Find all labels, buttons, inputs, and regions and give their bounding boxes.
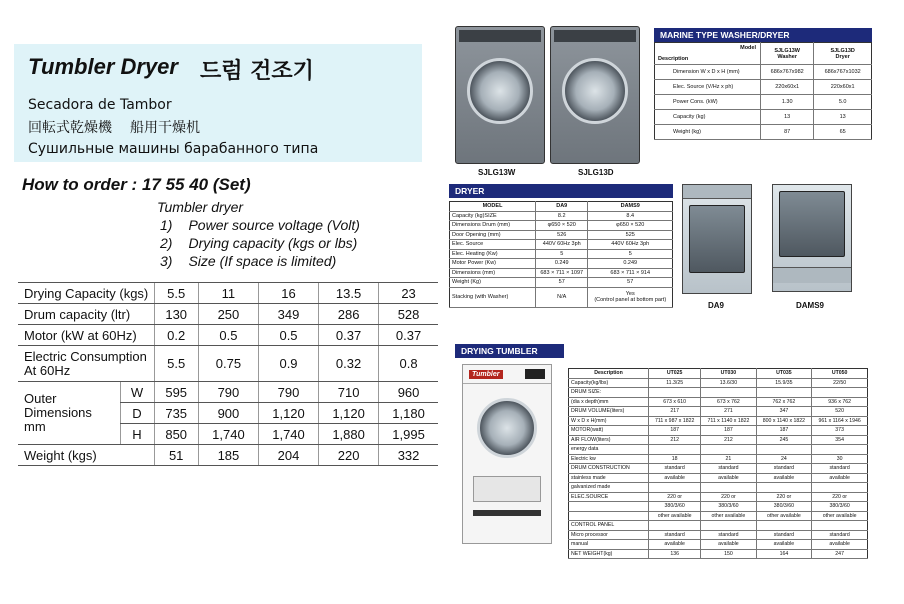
table-row xyxy=(569,511,868,521)
table-row xyxy=(450,221,673,231)
table-cell: UT035 xyxy=(756,369,812,379)
table-cell: 130 xyxy=(154,304,198,325)
table-cell: (dia x depth)mm xyxy=(569,397,649,407)
table-cell: 13 xyxy=(814,110,872,125)
table-cell: 247 xyxy=(812,549,868,559)
table-cell xyxy=(756,483,812,493)
table-cell: 15.9/35 xyxy=(756,378,812,388)
tumbler-brand: Tumbler xyxy=(469,370,503,379)
table-cell: DRUM SIZE: xyxy=(569,388,649,398)
table-cell: energy data xyxy=(569,445,649,455)
table-cell: 65 xyxy=(814,125,872,140)
table-cell: 220 or xyxy=(649,492,701,502)
tumbler-table xyxy=(568,368,868,559)
table-cell: other available xyxy=(649,511,701,521)
table-cell: ELEC.SOURCE xyxy=(569,492,649,502)
table-row xyxy=(569,492,868,502)
table-cell: Yes (Control panel at bottom part) xyxy=(588,287,673,307)
table-cell: 520 xyxy=(812,407,868,417)
dryer-table xyxy=(449,201,673,308)
table-cell: 30 xyxy=(812,454,868,464)
table-cell xyxy=(756,445,812,455)
table-cell: 0.32 xyxy=(319,346,379,382)
table-row xyxy=(450,268,673,278)
table-cell: 24 xyxy=(756,454,812,464)
table-cell: Power Cons. (kW) xyxy=(655,95,761,110)
table-cell: Dimension W x D x H (mm) xyxy=(655,65,761,80)
table-cell: Elec. Heating (Kw) xyxy=(450,249,536,259)
table-cell: Weight (kg) xyxy=(655,125,761,140)
marine-table-block xyxy=(654,28,872,140)
table-cell: Dimensions Drum (mm) xyxy=(450,221,536,231)
table-cell: 0.75 xyxy=(198,346,258,382)
table-cell: 5.5 xyxy=(154,283,198,304)
table-cell: 8.4 xyxy=(588,211,673,221)
marine-heading: MARINE TYPE WASHER/DRYER xyxy=(654,28,872,42)
table-cell: 347 xyxy=(756,407,812,417)
da9-label: DA9 xyxy=(708,301,725,310)
table-row xyxy=(450,202,673,212)
table-cell: 0.249 xyxy=(536,259,588,269)
table-cell: standard xyxy=(701,530,756,540)
table-cell: 380/3/60 xyxy=(812,502,868,512)
table-cell: 0.37 xyxy=(379,325,438,346)
subtitle-spanish: Secadora de Tambor xyxy=(28,97,172,113)
row-drying-capacity xyxy=(18,283,438,304)
table-cell: 960 xyxy=(379,382,438,403)
table-cell: 850 xyxy=(154,424,198,445)
da9-image xyxy=(682,184,752,294)
table-cell: Dimensions (mm) xyxy=(450,268,536,278)
table-cell: standard xyxy=(812,464,868,474)
table-cell: standard xyxy=(756,530,812,540)
table-row xyxy=(655,80,872,95)
table-row xyxy=(569,473,868,483)
table-cell: 187 xyxy=(701,426,756,436)
table-row xyxy=(655,65,872,80)
table-row xyxy=(569,540,868,550)
table-cell: Description xyxy=(569,369,649,379)
table-row xyxy=(569,397,868,407)
table-cell: 187 xyxy=(756,426,812,436)
table-cell: 1,120 xyxy=(319,403,379,424)
title-box xyxy=(14,44,422,162)
table-cell: Model Description xyxy=(655,43,761,65)
table-cell: 440V 60Hz 3ph xyxy=(536,240,588,250)
table-cell: 1,740 xyxy=(198,424,258,445)
table-cell: W xyxy=(120,382,154,403)
page-title xyxy=(28,54,408,85)
table-cell: 220 xyxy=(319,445,379,466)
table-cell: 790 xyxy=(258,382,318,403)
table-cell xyxy=(569,511,649,521)
table-row xyxy=(655,125,872,140)
table-row xyxy=(655,43,872,65)
table-cell: 13.5 xyxy=(319,283,379,304)
table-row xyxy=(450,287,673,307)
table-cell: standard xyxy=(756,464,812,474)
table-cell: 1,740 xyxy=(258,424,318,445)
table-row xyxy=(569,445,868,455)
table-cell: Drum capacity (ltr) xyxy=(18,304,154,325)
order-heading: How to order : 17 55 40 (Set) xyxy=(22,175,251,194)
table-cell: N/A xyxy=(536,287,588,307)
table-row xyxy=(569,483,868,493)
table-cell: 686x767x982 xyxy=(761,65,814,80)
table-cell: 0.8 xyxy=(379,346,438,382)
table-cell: 21 xyxy=(701,454,756,464)
table-cell: available xyxy=(649,540,701,550)
table-cell: Weight (Kg) xyxy=(450,278,536,288)
table-cell: 150 xyxy=(701,549,756,559)
table-cell: Weight (kgs) xyxy=(18,445,154,466)
table-row xyxy=(569,549,868,559)
table-cell: 11 xyxy=(198,283,258,304)
table-cell xyxy=(701,521,756,531)
table-cell: available xyxy=(649,473,701,483)
table-cell: standard xyxy=(812,530,868,540)
table-cell: 16 xyxy=(258,283,318,304)
table-cell: 673 x 762 xyxy=(701,397,756,407)
table-cell: 204 xyxy=(258,445,318,466)
table-cell: 187 xyxy=(649,426,701,436)
row-electric-consumption xyxy=(18,346,438,382)
table-cell: UT025 xyxy=(649,369,701,379)
table-cell: 373 xyxy=(812,426,868,436)
table-cell: available xyxy=(701,473,756,483)
table-cell: DRUM CONSTRUCTION xyxy=(569,464,649,474)
table-cell xyxy=(812,521,868,531)
table-cell: 380/3/60 xyxy=(649,502,701,512)
table-cell: 354 xyxy=(812,435,868,445)
table-cell: 212 xyxy=(701,435,756,445)
table-row xyxy=(569,407,868,417)
dams9-image xyxy=(772,184,852,292)
table-cell: Capacity (kg)SIZE xyxy=(450,211,536,221)
table-cell: other available xyxy=(812,511,868,521)
table-cell: 164 xyxy=(756,549,812,559)
table-cell: 710 xyxy=(319,382,379,403)
table-cell: 220 or xyxy=(812,492,868,502)
table-row xyxy=(450,211,673,221)
table-cell xyxy=(649,445,701,455)
table-cell: Motor Power (Kw) xyxy=(450,259,536,269)
table-cell: Door Opening (mm) xyxy=(450,230,536,240)
table-cell xyxy=(569,502,649,512)
table-cell: 220x60x1 xyxy=(761,80,814,95)
table-cell: available xyxy=(701,540,756,550)
table-cell: Motor (kW at 60Hz) xyxy=(18,325,154,346)
table-cell: 220 or xyxy=(756,492,812,502)
row-dim-w xyxy=(18,382,438,403)
table-cell: 526 xyxy=(536,230,588,240)
table-cell: 900 xyxy=(198,403,258,424)
table-cell: CONTROL PANEL xyxy=(569,521,649,531)
table-cell: 212 xyxy=(649,435,701,445)
table-row xyxy=(569,378,868,388)
order-item: 1) Power source voltage (Volt) xyxy=(160,217,360,233)
table-cell: 440V 60Hz 3ph xyxy=(588,240,673,250)
table-cell: Elec. Source (V/Hz x ph) xyxy=(655,80,761,95)
table-cell: φ650 × 520 xyxy=(588,221,673,231)
table-cell: 380/3/60 xyxy=(701,502,756,512)
table-cell: D xyxy=(120,403,154,424)
table-cell: 673 x 610 xyxy=(649,397,701,407)
table-cell: SJLG13D Dryer xyxy=(814,43,872,65)
table-cell: 57 xyxy=(588,278,673,288)
table-row xyxy=(569,426,868,436)
table-cell: 5.5 xyxy=(154,346,198,382)
table-cell: 800 x 1140 x 1822 xyxy=(756,416,812,426)
table-cell: DRUM VOLUME(liters) xyxy=(569,407,649,417)
table-cell: Stacking (with Washer) xyxy=(450,287,536,307)
table-cell: UT050 xyxy=(812,369,868,379)
subtitle-cjk xyxy=(28,117,408,137)
order-item: 2) Drying capacity (kgs or lbs) xyxy=(160,235,358,251)
table-cell: 220x60x1 xyxy=(814,80,872,95)
table-cell: Outer Dimensions mm xyxy=(18,382,120,445)
table-cell: Capacity (kg) xyxy=(655,110,761,125)
washer-image xyxy=(455,26,545,164)
table-cell: 0.5 xyxy=(258,325,318,346)
table-cell xyxy=(812,388,868,398)
table-row xyxy=(569,416,868,426)
table-cell: standard xyxy=(701,464,756,474)
table-row xyxy=(450,278,673,288)
table-cell: 23 xyxy=(379,283,438,304)
title-korean: 드럼 건조기 xyxy=(199,59,314,84)
table-cell: 762 x 762 xyxy=(756,397,812,407)
table-cell: 217 xyxy=(649,407,701,417)
table-cell: 136 xyxy=(649,549,701,559)
dryer-table-block xyxy=(449,184,673,308)
table-cell: Electric kw xyxy=(569,454,649,464)
table-cell: 686x767x1032 xyxy=(814,65,872,80)
table-cell: UT030 xyxy=(701,369,756,379)
table-row xyxy=(450,259,673,269)
table-cell xyxy=(649,388,701,398)
table-cell: MODEL xyxy=(450,202,536,212)
table-row xyxy=(569,435,868,445)
table-cell: 0.5 xyxy=(198,325,258,346)
row-motor xyxy=(18,325,438,346)
table-cell: other available xyxy=(701,511,756,521)
table-cell: 1,120 xyxy=(258,403,318,424)
table-cell: 936 x 762 xyxy=(812,397,868,407)
table-cell: 11.3/25 xyxy=(649,378,701,388)
table-cell: 271 xyxy=(701,407,756,417)
table-row xyxy=(569,464,868,474)
table-cell: 18 xyxy=(649,454,701,464)
table-cell: Capacity(kg/lbs) xyxy=(569,378,649,388)
table-cell xyxy=(649,521,701,531)
table-cell: 525 xyxy=(588,230,673,240)
tumbler-heading: DRYING TUMBLER xyxy=(455,344,564,358)
table-row xyxy=(569,530,868,540)
dryer-image xyxy=(550,26,640,164)
row-weight xyxy=(18,445,438,466)
table-cell: available xyxy=(756,540,812,550)
table-cell: 5 xyxy=(536,249,588,259)
table-cell: available xyxy=(812,473,868,483)
table-cell: 185 xyxy=(198,445,258,466)
tumbler-image xyxy=(462,364,552,544)
table-row xyxy=(569,521,868,531)
table-cell: Elec. Source xyxy=(450,240,536,250)
table-row xyxy=(655,110,872,125)
table-cell xyxy=(649,483,701,493)
table-cell: H xyxy=(120,424,154,445)
table-cell: standard xyxy=(649,464,701,474)
table-cell: 250 xyxy=(198,304,258,325)
order-list xyxy=(157,198,360,270)
row-drum-capacity xyxy=(18,304,438,325)
table-cell: 735 xyxy=(154,403,198,424)
table-cell: AIR FLOW(liters) xyxy=(569,435,649,445)
table-cell: available xyxy=(812,540,868,550)
table-cell: 13.6/30 xyxy=(701,378,756,388)
table-cell: 683 × 711 × 1097 xyxy=(536,268,588,278)
subtitle-chinese: 船用干燥机 xyxy=(130,120,200,136)
table-cell: 349 xyxy=(258,304,318,325)
table-row xyxy=(450,240,673,250)
table-cell: 22/50 xyxy=(812,378,868,388)
tumbler-heading-block xyxy=(455,344,564,358)
table-cell xyxy=(701,445,756,455)
table-cell: 51 xyxy=(154,445,198,466)
table-cell: 711 x 987 x 1822 xyxy=(649,416,701,426)
table-cell: galvanized made xyxy=(569,483,649,493)
dams9-label: DAMS9 xyxy=(796,301,825,310)
table-cell: 5 xyxy=(588,249,673,259)
table-cell: 332 xyxy=(379,445,438,466)
table-row xyxy=(569,369,868,379)
spec-table xyxy=(18,282,438,466)
table-cell: 595 xyxy=(154,382,198,403)
table-cell: 1,995 xyxy=(379,424,438,445)
table-cell xyxy=(812,483,868,493)
table-cell: 711 x 1140 x 1822 xyxy=(701,416,756,426)
order-lead: Tumbler dryer xyxy=(157,199,244,215)
table-cell: 1,880 xyxy=(319,424,379,445)
table-cell: 220 or xyxy=(701,492,756,502)
table-cell: 0.37 xyxy=(319,325,379,346)
subtitle-japanese: 回転式乾燥機 xyxy=(28,120,112,136)
table-cell: 0.9 xyxy=(258,346,318,382)
order-item: 3) Size (If space is limited) xyxy=(160,253,337,269)
table-cell: SJLG13W Washer xyxy=(761,43,814,65)
table-row xyxy=(569,454,868,464)
table-cell: 961 x 1164 x 1946 xyxy=(812,416,868,426)
table-cell: 790 xyxy=(198,382,258,403)
table-cell: other available xyxy=(756,511,812,521)
table-cell: φ650 × 520 xyxy=(536,221,588,231)
table-cell: NET WEIGHT(kg) xyxy=(569,549,649,559)
table-cell: 380/3/60 xyxy=(756,502,812,512)
table-cell: 683 × 711 × 914 xyxy=(588,268,673,278)
table-row xyxy=(450,230,673,240)
table-cell: W x D x H(mm) xyxy=(569,416,649,426)
table-cell: 0.249 xyxy=(588,259,673,269)
dryer-label: SJLG13D xyxy=(578,168,614,177)
marine-table xyxy=(654,42,872,140)
table-row xyxy=(450,249,673,259)
table-row xyxy=(569,502,868,512)
table-cell: standard xyxy=(649,530,701,540)
table-row xyxy=(569,388,868,398)
table-cell xyxy=(701,388,756,398)
table-cell: 1.30 xyxy=(761,95,814,110)
table-row xyxy=(655,95,872,110)
table-cell xyxy=(756,521,812,531)
title-english: Tumbler Dryer xyxy=(28,54,178,79)
table-cell: 8.2 xyxy=(536,211,588,221)
table-cell xyxy=(756,388,812,398)
table-cell: MOTOR(watt) xyxy=(569,426,649,436)
table-cell: 87 xyxy=(761,125,814,140)
table-cell: 13 xyxy=(761,110,814,125)
table-cell: Electric Consumption At 60Hz xyxy=(18,346,154,382)
washer-label: SJLG13W xyxy=(478,168,516,177)
table-cell xyxy=(812,445,868,455)
table-cell: 0.2 xyxy=(154,325,198,346)
subtitle-russian: Сушильные машины барабанного типа xyxy=(28,141,319,157)
table-cell: 57 xyxy=(536,278,588,288)
table-cell: 1,180 xyxy=(379,403,438,424)
table-cell: Drying Capacity (kgs) xyxy=(18,283,154,304)
table-cell: DA9 xyxy=(536,202,588,212)
table-cell: available xyxy=(756,473,812,483)
table-cell: 528 xyxy=(379,304,438,325)
table-cell: stainless made xyxy=(569,473,649,483)
table-cell: 245 xyxy=(756,435,812,445)
dryer-heading: DRYER xyxy=(449,184,673,198)
table-cell: 286 xyxy=(319,304,379,325)
table-cell: 5.0 xyxy=(814,95,872,110)
table-cell xyxy=(701,483,756,493)
table-cell: Micro processor xyxy=(569,530,649,540)
table-cell: DAMS9 xyxy=(588,202,673,212)
table-cell: manual xyxy=(569,540,649,550)
